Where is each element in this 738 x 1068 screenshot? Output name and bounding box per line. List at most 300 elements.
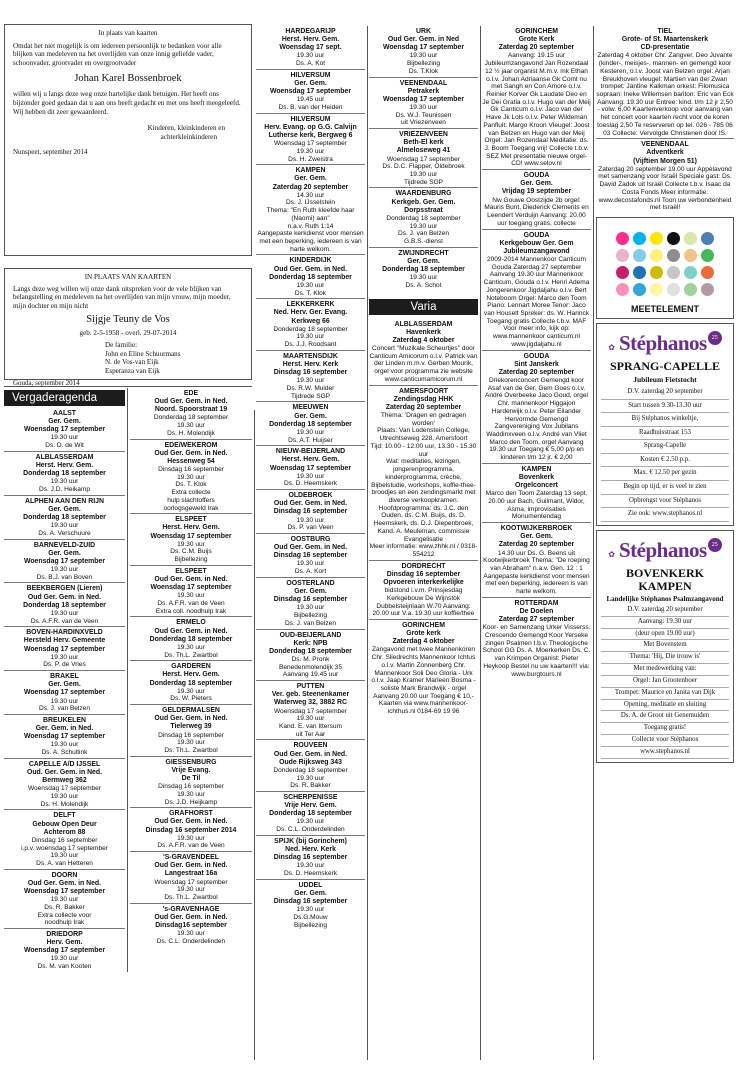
- agenda-entry: [256, 792, 365, 836]
- entry-line: Zaterdag 20 september 19.00 uur Appèlavond met samenzang voor Israël Speciale gast: Ds. David Zadok uit Israël Collecte t.b.v. Isaac da Costa Fonds Meer informatie: www.decostafonds.nl Toon uw verbondenheid met Israël!: [598, 165, 732, 212]
- varia-column-e: [482, 26, 591, 1062]
- agenda-entry: [369, 386, 478, 561]
- agenda-entry: [256, 255, 365, 299]
- entry-line: 19.30 uur: [50, 522, 79, 530]
- entry-line: Aanvang 19.45 uur: [282, 671, 339, 679]
- entry-line: Ger. Gem.: [294, 588, 327, 596]
- entry-line: Woensdag 17 september: [23, 557, 106, 565]
- entry-line: 19.30 uur: [50, 793, 79, 801]
- color-dot: [667, 266, 680, 279]
- entry-line: Zaterdag 20 september: [272, 183, 349, 191]
- agenda-entry: [130, 388, 252, 440]
- entry-line: Ds. J.D. Heikamp: [39, 486, 90, 493]
- entry-line: 19.30 uur: [177, 473, 205, 481]
- entry-place: LEKKERKERK: [286, 301, 335, 309]
- entry-line: Oud Ger. Gem. in Ned.: [154, 818, 228, 826]
- entry-line: 19.30 uur: [409, 52, 438, 60]
- entry-line: Oud Ger. Gem. in Ned.: [27, 879, 102, 887]
- entry-line: Herv. Gem.: [46, 939, 83, 947]
- agenda-entry: [369, 188, 478, 247]
- entry-line: Dinsdag 16 september: [273, 854, 348, 862]
- entry-place: BRAKEL: [50, 673, 79, 681]
- agenda-column-c: [256, 26, 365, 1062]
- entry-line: Ds. J.D. Heijkamp: [164, 798, 218, 806]
- entry-line: Woensdag 17 september: [386, 155, 461, 163]
- entry-line: Donderdag 18 september: [23, 601, 106, 609]
- entry-line: Ds. W. Pieters: [170, 695, 212, 703]
- entry-line: 19.30 uur: [296, 52, 325, 60]
- column-notices: [4, 24, 252, 1062]
- entry-line: Hoofdprogramma: ds. J.C. den Ouden, ds. C.M. Buijs, ds. D. Heemskerk, ds. D.J. Diepenbroek, Kand. A. Meuleman, commissie Evangelisatie: [373, 504, 474, 543]
- entry-line: Vrije Herv. Gem.: [284, 802, 337, 810]
- entry-line: Woensdag 17 september: [154, 878, 228, 886]
- entry-line: Kand. E. van Ittersum: [279, 722, 342, 730]
- entry-line: Zaterdag 27 september: [498, 616, 575, 624]
- entry-line: Ger. Gem. in Ned.: [35, 725, 94, 733]
- entry-line: Ds. C.M. Buijs: [170, 548, 212, 556]
- entry-place: MAARTENSDIJK: [283, 352, 338, 360]
- entry-place: BREUKELEN: [43, 717, 86, 725]
- color-dot: [633, 283, 646, 296]
- entry-line: Ger. Gem.: [48, 681, 81, 689]
- agenda-entry: [130, 661, 252, 705]
- varia-header: Varia: [369, 299, 478, 315]
- entry-line: Langestraat 16a: [164, 870, 218, 878]
- entry-line: Ned. Herv. Kerk: [285, 845, 336, 853]
- entry-place: MEEUWEN: [292, 404, 329, 412]
- entry-line: 19.30 uur: [296, 715, 325, 723]
- entry-line: Grote- of St. Maartenskerk: [621, 36, 709, 44]
- notice-body-3: Wij hebben dit zeer gewaardeerd.: [13, 107, 109, 116]
- entry-line: 19.30 uur: [50, 609, 79, 617]
- entry-line: Thema: 'Dragen en gedragen worden': [380, 412, 467, 427]
- entry-line: Opvoeren interkerkelijke: [383, 578, 464, 586]
- entry-line: 19.30 uur: [50, 741, 79, 749]
- entry-line: Ds. A. Kort: [294, 568, 327, 576]
- entry-place: ELSPEET: [175, 516, 207, 524]
- entry-line: Ds. M. Pronk: [291, 655, 330, 663]
- entry-line: n.a.v. Ruth 1:14: [287, 222, 334, 230]
- entry-line: noodhulp Irak: [44, 919, 85, 927]
- entry-line: Ds. A. Verschuure: [38, 529, 91, 537]
- entry-line: Oud Ger. Gem. in Ned.: [154, 576, 228, 584]
- color-dot: [684, 249, 697, 262]
- entry-place: NIEUW-BEIJERLAND: [275, 448, 346, 456]
- agenda-entry: [4, 759, 125, 811]
- entry-line: Jubileumzangavond: [503, 247, 570, 255]
- entry-line: Ds. R.W. Mulder: [286, 385, 335, 393]
- entry-line: Dinsdag 16 september: [273, 897, 348, 905]
- entry-line: 19.30 uur: [50, 478, 79, 486]
- entry-line: Beth-El kerk: [403, 139, 444, 147]
- ad-lines: [601, 386, 729, 521]
- entry-place: URK: [416, 28, 431, 35]
- entry-line: Zaterdag 4 oktober Chr. Zangver. Deo Juvante (kinder-, meisjes-, mannen- en gemengd koor Kesteren, o.l.v. Joost van Belzen orgel: Arjan Breukhoven vleugel: Martien van der Zwan trompet: Jantine Kalkman orkest: Filomusica sopraan: Ineke Willemsen bariton: Eric van Eck Aanvang: 19.30 uur Entree: kind. t/m 12 jr 2,50 - volw. 6,00 Kaartenverkoop voor aanvang van het concert voor kaarten recht voor de koren toeslag 2,50 Te reserveren op tel. 026 - 785 06 03 Collecte: Vervolgde Christenen door IS.: [596, 52, 734, 137]
- entry-line: Oud Ger. Gem. in Ned.: [154, 913, 228, 921]
- agenda-entry: [256, 630, 365, 682]
- entry-line: (Vijftien Morgen 51): [633, 157, 697, 165]
- entry-line: Ds. M. van Kooten: [37, 963, 92, 971]
- entry-place: WAARDENBURG: [395, 190, 452, 198]
- stephanos-logo: ✿ Stéphanos 25 jaar: [601, 327, 729, 360]
- color-dot: [650, 249, 663, 262]
- ad-line: (deur open 19.00 uur): [601, 629, 729, 641]
- entry-line: Kerkweg 66: [291, 317, 330, 325]
- entry-place: GRAFHORST: [169, 810, 213, 818]
- entry-line: Bovenkerk: [518, 474, 555, 482]
- agenda-entry: [4, 583, 125, 627]
- entry-place: ALBLASSERDAM: [394, 320, 453, 328]
- entry-line: Tijdrede SGP: [290, 392, 331, 400]
- entry-line: Donderdag 18 september: [23, 514, 106, 521]
- entry-line: CD-presentatie: [640, 44, 690, 52]
- entry-place: VEENENDAAL: [399, 79, 448, 87]
- entry-line: Dinsdag 16 september: [31, 836, 98, 844]
- entry-line: Zaterdag 4 oktober: [392, 638, 455, 646]
- agenda-entry: [369, 78, 478, 130]
- color-dot: [616, 283, 629, 296]
- entry-line: 19.30 uur: [50, 896, 79, 904]
- entry-line: Ger. Gem.: [294, 889, 327, 897]
- color-dots: [597, 218, 733, 304]
- entry-line: Plaats: Van Lodenstein College, Utrechtseweg 228, Amersfoort: [377, 427, 470, 443]
- agenda-list: [256, 26, 365, 930]
- agenda-entry: [4, 810, 125, 869]
- entry-line: Ver. geb. Steenenkamer: [271, 691, 350, 699]
- entry-line: 19.30 uur: [296, 472, 325, 480]
- entry-line: hulp slachtoffers: [167, 496, 215, 504]
- entry-line: Bijbellezing: [293, 612, 328, 620]
- entry-line: Woensdag 17 september: [273, 707, 348, 715]
- entry-line: 19.30 uur: [177, 886, 205, 894]
- agenda-entry: [4, 627, 125, 671]
- entry-line: Woensdag 17 september: [23, 947, 106, 955]
- entry-line: Ger. Gem.: [48, 505, 81, 513]
- entry-line: Marco den Toom Zaterdag 13 sept. 20.00 uur Bach, Guilmant, Widor, Asma, improvisaties Monumentendag: [485, 490, 588, 521]
- entry-line: Oud Ger. Gem. in Ned.: [154, 398, 228, 406]
- agenda-entry: [369, 620, 478, 717]
- entry-line: Bermweg 362: [42, 777, 87, 785]
- notice-bossenbroek: [4, 24, 252, 256]
- entry-line: Woensdag 17 sept.: [279, 44, 342, 52]
- agenda-entry: [482, 464, 591, 523]
- entry-line: 19.30 uur: [50, 653, 79, 661]
- entry-place: VEENENDAAL: [641, 141, 689, 149]
- entry-line: Ds. J. van Belzen: [39, 705, 90, 713]
- entry-place: PUTTEN: [296, 683, 325, 691]
- entry-line: 14.30 uur Ds. G. Beens uit Kootwijkerbroek Thema: "De roeping van Abraham" n.a.v. Gen. 12 : 1 Aangepaste kerkdienst voor mensen met een beperking, iedereen is van harte welkom.: [483, 549, 590, 596]
- entry-place: OOSTBURG: [290, 536, 331, 544]
- agenda-entry: [4, 929, 125, 972]
- agenda-entry: [4, 540, 125, 584]
- paw-icon: ✿: [608, 549, 615, 559]
- entry-line: Driekorenconcert Gemengd koor Asaf van de Ger. Gem Goes o.l.v. André Overbeeke Jaco Goud, orgel Chr. mannenkoor Higgajon Harderwijk o.l.v. Peter Eilander Hervormde Gemengd Zangvereniging Vox Jubilans Waddinxveen o.l.v. André van Vliet Marco den Toom, orgel Aanvang 19.30 uur Toegang € 5,00 p/p en kinderen t/m 12 jr. € 2,00: [485, 376, 588, 462]
- entry-line: i.p.v. woensdag 17 september: [21, 844, 108, 852]
- entry-line: Ds. A.F.R. van de Veen: [157, 842, 225, 850]
- entry-line: Woensdag 17 september: [150, 584, 232, 592]
- entry-line: Ds. D. Heemskerk: [283, 480, 338, 488]
- color-dot: [667, 283, 680, 296]
- agenda-entry: [256, 299, 365, 351]
- entry-line: Herst. Herv. Gem.: [162, 671, 220, 679]
- agenda-entry: [256, 681, 365, 740]
- ad-line: Kosten € 2.50 p.p.: [601, 454, 729, 468]
- entry-line: Benedenmolendijk 35: [279, 663, 342, 671]
- entry-line: Ger. Gem.: [520, 533, 553, 541]
- entry-line: Zaterdag 4 oktober: [392, 336, 455, 344]
- entry-line: Herst. Herv. Gem.: [281, 36, 340, 44]
- entry-line: Ds. T. Klok: [294, 289, 327, 297]
- entry-line: 19.30 uur: [296, 604, 325, 612]
- entry-place: BEEKBERGEN (Lieren): [26, 585, 103, 593]
- agenda-entry: [130, 808, 252, 852]
- entry-line: 19.30 uur: [177, 834, 205, 842]
- entry-line: Nw Gouwe Oostzijde 2b orgel: Mauris Bunt, Diederick Clements en Leendert Verduijn Aanvang: 20.00 uur toegang gratis, collecte: [484, 196, 589, 227]
- entry-line: Dinsdag 16 september 2014: [145, 826, 237, 834]
- entry-line: Ds. Th.L. Zwartbol: [164, 894, 218, 902]
- notice-footer: Gouda, september 2014: [13, 378, 80, 387]
- ad-line: Bij Stéphanos winkeltje,: [601, 413, 729, 427]
- entry-line: 19.30 uur: [296, 818, 325, 826]
- entry-line: Kerkgeb. Ger. Gem.: [391, 198, 456, 206]
- entry-line: Ds. P. de Vries: [43, 661, 86, 669]
- notice-body-2: willen wij u langs deze weg onze hartelijke dank betuigen. Het heeft ons bijzonder goed gedaan dat u aan ons heeft gedacht en met ons heeft meegeleefd.: [13, 90, 241, 107]
- entry-line: Sint Janskerk: [514, 360, 559, 368]
- ad-line: Orgel: Jan Grootenboer: [601, 676, 729, 688]
- entry-line: 19.30 uur: [50, 434, 79, 442]
- entry-place: VRIEZENVEEN: [399, 131, 448, 139]
- ad-line: Opbrengst voor Stéphanos: [601, 495, 729, 509]
- entry-line: 19.30 uur: [409, 274, 438, 282]
- entry-place: OUD-BEIJERLAND: [279, 631, 342, 639]
- notice-dates: geb. 2-5-1958 - overl. 29-07-2014: [79, 329, 177, 338]
- entry-place: GARDEREN: [171, 663, 211, 671]
- agenda-entry: [4, 870, 125, 929]
- entry-line: Oud Ger. Gem. in Ned.: [154, 627, 228, 635]
- notice-body: Langs deze weg willen wij onze dank uitspreken voor de vele blijken van belangstelling en medeleven na het overlijden van mijn vrouw, mijn moeder, mijn dochter en mijn nicht: [13, 284, 231, 310]
- agenda-entry: [369, 561, 478, 620]
- entry-line: Donderdag 18 september: [149, 679, 233, 687]
- entry-line: Oud Ger. Gem. in Ned.: [273, 265, 348, 273]
- entry-line: Petrakerk: [407, 87, 440, 95]
- ad-line: Collecte voor Stéphanos: [601, 735, 729, 747]
- entry-line: Dinsdag 16 september: [158, 731, 224, 739]
- entry-line: Noord. Spoorstraat 19: [154, 406, 228, 414]
- entry-place: DORDRECHT: [401, 562, 446, 570]
- entry-line: Grote kerk: [406, 630, 441, 638]
- entry-place: DRIEDORP: [46, 931, 83, 939]
- entry-line: Ds. J. van Belzen: [398, 230, 449, 238]
- entry-line: Woensdag 17 september: [382, 44, 465, 52]
- entry-line: Koor- en Samenzang Urker Visserss. Crescendo Gemengd Koor Yerseke zingen Psalmen t.b.v. Theologische School GG Ds. A. Moerkerken Ds. C. van Krimpen Organist: Pieter Heykoop Bestel nu uw kaarten!!! via: www.burgtours.nl: [482, 624, 591, 678]
- paw-icon: ✿: [608, 343, 615, 353]
- entry-line: Ds. W.J. Teunissen: [395, 111, 452, 119]
- agenda-list: [4, 408, 125, 972]
- entry-line: Vrije Evang.: [171, 766, 211, 774]
- entry-line: Ds. A. Kot: [295, 60, 326, 68]
- entry-line: Donderdag 18 september: [269, 420, 352, 428]
- entry-line: Zangavond met twee Mannenkoren Chr. Sliedrechts Mannenkoor Ichtus o.l.v. Martin Zonnenberg Chr. Mannenkoor Soli Deo Gloria - Urk o.l.v. Jaap Kramer Marleen Bosma - soliste Mark Brandwijk - orgel Aanvang 20.00 uur Toegang € 10,- Kaarten via www.mannenkoor-ichthus.nl 0184-69 19 96: [371, 646, 476, 716]
- entry-line: De Doelen: [519, 608, 554, 616]
- entry-line: Donderdag 18 september: [149, 635, 233, 643]
- entry-line: Dinsdag 16 september: [386, 570, 461, 578]
- entry-line: 19.30 uur: [177, 422, 205, 430]
- entry-line: uit Ter Aar: [295, 730, 326, 738]
- entry-place: GELDERMALSEN: [162, 707, 220, 715]
- notice-footer: Nunspeet, september 2014: [13, 147, 88, 156]
- entry-line: Woensdag 17 september: [269, 464, 352, 472]
- color-dot: [701, 266, 714, 279]
- entry-line: Dorpsstraat: [404, 206, 443, 214]
- agenda-list: [369, 26, 478, 291]
- agenda-entry: [256, 26, 365, 70]
- ad-line: Met Bovenstem: [601, 640, 729, 652]
- agenda-entry: [596, 139, 734, 213]
- entry-place: CAPELLE A/D IJSSEL: [28, 760, 101, 768]
- entry-place: ALBLASSERDAM: [35, 453, 94, 461]
- entry-line: Extra collecte: [171, 489, 211, 497]
- entry-line: Meer informatie: www.zhhk.nl / 0318-554212: [369, 543, 478, 558]
- ad-line: D.V. zaterdag 20 september: [601, 386, 729, 400]
- entry-line: Woensdag 17 september: [273, 140, 348, 148]
- agenda-entry: [596, 26, 734, 139]
- entry-line: Donderdag 18 september: [269, 810, 352, 818]
- entry-line: Ned. Herv. Ger. Evang.: [273, 309, 348, 317]
- entry-line: Woensdag 17 september: [382, 95, 465, 103]
- entry-line: Donderdag 18 september: [273, 766, 348, 774]
- entry-line: Grote Kerk: [518, 36, 555, 44]
- entry-line: 19.30 uur: [409, 171, 438, 179]
- entry-line: Woensdag 17 september: [269, 88, 352, 96]
- agenda-entry: [256, 534, 365, 578]
- agenda-entry: [256, 114, 365, 166]
- entry-line: Zaterdag 20 september: [385, 403, 462, 411]
- agenda-column-d: [369, 26, 478, 1062]
- ad-line: Opening, meditatie en sluiting: [601, 700, 729, 712]
- entry-line: 19.30 uur: [50, 566, 79, 573]
- entry-line: Herst. Herv. Gem.: [35, 462, 94, 469]
- notice-intro: In plaats van kaarten: [98, 29, 158, 37]
- stephanos-logo: ✿ Stéphanos 25 jaar: [601, 534, 729, 567]
- entry-line: De Til: [181, 775, 201, 783]
- entry-line: Herst. Herv. Kerk: [282, 361, 339, 369]
- entry-place: KOOTWIJKERBROEK: [500, 525, 573, 533]
- family-line: N. de Vos-van Eijk: [105, 358, 159, 367]
- entry-place: 'S-GRAVENDEEL: [163, 854, 219, 862]
- entry-line: Ger. Gem.: [48, 418, 81, 426]
- entry-line: Oud Ger. Gem. in Ned.: [273, 750, 348, 758]
- notice-de-vos: [4, 268, 252, 387]
- entry-line: 19.30 uur: [296, 774, 325, 782]
- color-dot: [616, 266, 629, 279]
- entry-line: 19.45 uur: [296, 96, 325, 104]
- entry-line: Ds. H. Zweistra: [288, 155, 333, 163]
- notice-signature-2: achterkleinkinderen: [160, 132, 217, 141]
- entry-place: GOUDA: [523, 352, 550, 360]
- entry-line: Herst. Herv. Gem.: [281, 456, 340, 464]
- color-dot: [684, 232, 697, 245]
- entry-line: Kerkgebouw Ger. Gem: [499, 239, 574, 247]
- ad-line: Trompet: Maurice en Janita van Dijk: [601, 688, 729, 700]
- agenda-entry: [256, 351, 365, 403]
- entry-line: 2009-2014 Mannenkoor Canticum Gouda Zaterdag 27 september Aanvang 19.30 uur Mannenkoor Canticum, Gouda o.l.v. Henri Adema Jongerenkoor Jigdaljahu o.l.v. Bert Noteboom Orgel: Marco den Toom Piano: Lennart Moree Tenor: Jaco van Houselt Spreker: ds. W. Harinck Toegang gratis Collecte t.b.v. MAF Voor meer info, kijk op: www.mannenkoor canticum.nl www.jigdaljahu.nl: [483, 255, 590, 348]
- entry-line: Havenkerk: [406, 328, 441, 336]
- entry-line: Ds. H. Molendijk: [167, 429, 215, 437]
- entry-line: Woensdag 17 september: [23, 733, 106, 741]
- entry-line: Zaterdag 20 september: [498, 44, 575, 52]
- entry-line: 19.30 uur: [296, 862, 325, 870]
- entry-line: Gebouw Open Deur: [32, 820, 97, 828]
- entry-line: Ger. Gem.: [294, 80, 327, 87]
- entry-line: 19.30 uur: [177, 739, 205, 747]
- ad-line: Begin op tijd, er is veel te zien: [601, 481, 729, 495]
- agenda-list: [130, 388, 252, 947]
- family-line: De familie:: [105, 341, 138, 349]
- varia-list: [369, 319, 478, 717]
- entry-line: Ds. D.C. Flapper, Oldebroek: [382, 163, 465, 171]
- entry-line: Zendingsdag HHK: [393, 395, 454, 403]
- ad-line: Zie ook: www.stephanos.nl: [601, 508, 729, 522]
- entry-line: Ger. Gem.: [48, 549, 81, 557]
- agenda-entry: [482, 351, 591, 464]
- color-dot: [616, 249, 629, 262]
- ad-line: Max. € 12.50 per gezin: [601, 467, 729, 481]
- entry-place: AMERSFOORT: [399, 387, 448, 395]
- ad-title: BOVENKERK KAMPEN: [625, 565, 704, 593]
- entry-line: Ds. T.Klok: [408, 67, 439, 75]
- entry-line: Wat: meditaties, lezingen, jongerenprogramma, kinderprogramma, crèche, Bijbelstudie, workshops, koffie-thee-broodjes en een zendingsmarkt met diverse verkoopkramen.: [371, 458, 476, 504]
- entry-line: Ger. Gem.: [407, 257, 440, 265]
- entry-line: 19.30 uur: [296, 560, 325, 568]
- entry-line: Almeloseweg 41: [396, 147, 451, 155]
- agenda-entry: [482, 598, 591, 679]
- agenda-entry: [130, 514, 252, 566]
- entry-line: Ds. A. van Hetteren: [36, 860, 93, 868]
- notice-body: Omdat het niet mogelijk is om iedereen persoonlijk te bedanken voor alle blijken van medeleven na het overlijden van onze innig geliefde vader, schoonvader, grootvader en overgrootvader: [13, 41, 222, 67]
- entry-place: SPIJK (bij Gorinchem): [274, 837, 347, 845]
- ad-title: SPRANG-CAPELLE: [609, 359, 720, 374]
- entry-line: Bijbellezing: [406, 60, 441, 68]
- entry-line: Dinsdag 16 september: [158, 466, 224, 473]
- entry-line: Tijdrede SGP: [403, 178, 444, 186]
- entry-place: GORINCHEM: [402, 622, 445, 629]
- entry-line: Dinsdag 16 september: [273, 596, 348, 604]
- ad-line: www.stephanos.nl: [601, 747, 729, 759]
- color-dot: [633, 249, 646, 262]
- ad-line: Ds. A. de Groot uit Genemuiden: [601, 711, 729, 723]
- entry-line: Donderdag 18 september: [382, 266, 465, 274]
- entry-place: ELSPEET: [175, 567, 207, 575]
- agenda-entry: [369, 248, 478, 291]
- agenda-entry: [256, 70, 365, 114]
- color-dot: [616, 232, 629, 245]
- entry-line: Oud. Ger. Gem. in Ned.: [26, 769, 103, 777]
- agenda-column-b: [128, 388, 252, 972]
- entry-line: Donderdag 18 september: [269, 647, 352, 655]
- entry-line: Oud Ger. Gem. in Ned.: [154, 449, 228, 457]
- agenda-entry: [256, 740, 365, 792]
- entry-place: AALST: [53, 410, 76, 417]
- entry-line: Dinsdag 16 september: [273, 552, 348, 560]
- entry-place: ROTTERDAM: [514, 599, 559, 607]
- agenda-header: Vergaderagenda: [4, 390, 125, 406]
- entry-line: 19.30 uur: [296, 516, 325, 524]
- entry-line: Ds. B.J. van Boven: [36, 573, 93, 581]
- entry-line: Thema: "En Ruth kleefde haar (Naomi) aan": [266, 207, 355, 222]
- color-dot: [701, 249, 714, 262]
- ad-line: Sprang-Capelle: [601, 440, 729, 454]
- entry-line: Ds. J. IJsselstein: [285, 199, 336, 207]
